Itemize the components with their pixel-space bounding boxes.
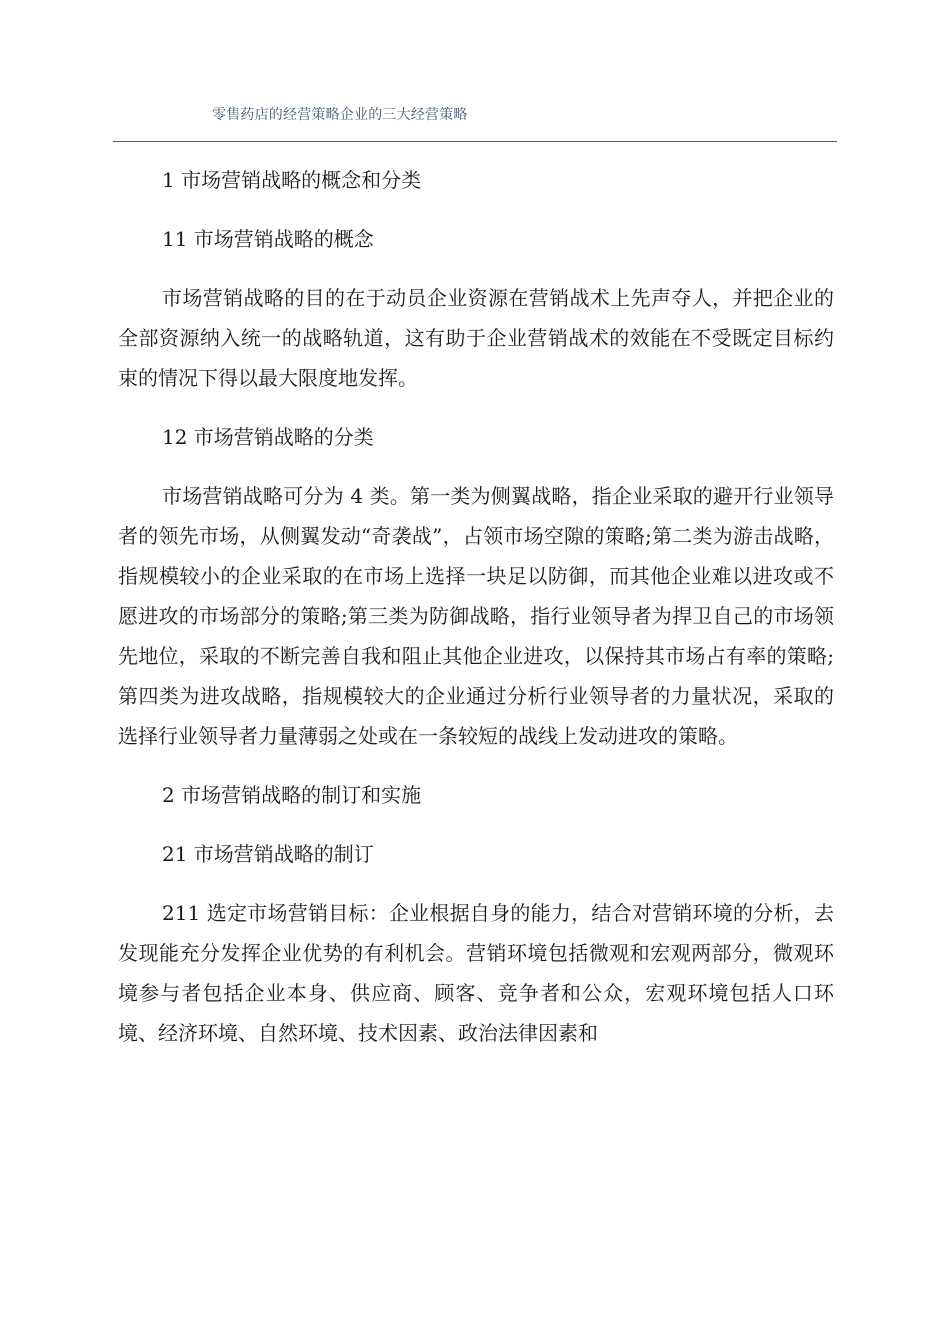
paragraph: 市场营销战略可分为 4 类。第一类为侧翼战略，指企业采取的避开行业领导者的领先市场，从侧翼发动“奇袭战”，占领市场空隙的策略;第二类为游击战略，指规模较小的企业采取的在市场上选择一块足以防御，而其他企业难以进攻或不愿进攻的市场部分的策略;第三类为防御战略，指行业领导者为捍卫自己的市场领先地位，采取的不断完善自我和阻止其他企业进攻，以保持其市场占有率的策略;第四类为进攻战略，指规模较大的企业通过分析行业领导者的力量状况，采取的选择行业领导者力量薄弱之处或在一条较短的战线上发动进攻的策略。 <box>118 484 834 748</box>
subsection-heading: 21 市场营销战略的制订 <box>162 842 374 866</box>
subsection-heading: 11 市场营销战略的概念 <box>162 227 374 251</box>
running-header: 零售药店的经营策略企业的三大经营策略 <box>212 107 468 123</box>
section-heading: 2 市场营销战略的制订和实施 <box>162 783 422 807</box>
document-body <box>118 160 834 1072</box>
section-heading: 1 市场营销战略的概念和分类 <box>162 168 422 192</box>
paragraph: 市场营销战略的目的在于动员企业资源在营销战术上先声夺人，并把企业的全部资源纳入统一的战略轨道，这有助于企业营销战术的效能在不受既定目标约束的情况下得以最大限度地发挥。 <box>118 286 834 390</box>
header-divider <box>113 141 837 142</box>
subsection-heading: 12 市场营销战略的分类 <box>162 425 374 449</box>
paragraph: 211 选定市场营销目标：企业根据自身的能力，结合对营销环境的分析，去发现能充分发挥企业优势的有利机会。营销环境包括微观和宏观两部分，微观环境参与者包括企业本身、供应商、顾客、竞争者和公众，宏观环境包括人口环境、经济环境、自然环境、技术因素、政治法律因素和 <box>118 901 834 1045</box>
